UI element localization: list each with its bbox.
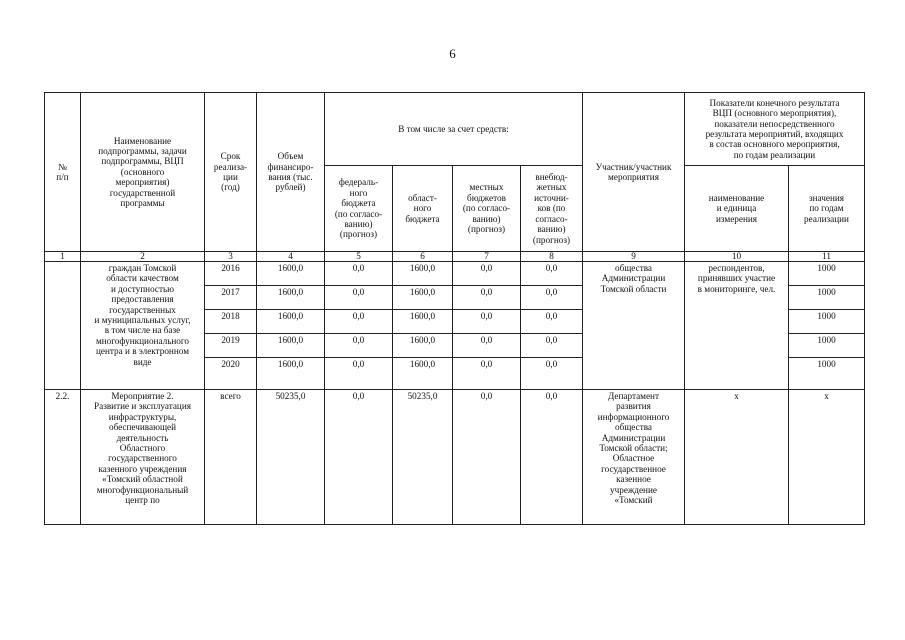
row-local: 0,0	[453, 358, 521, 390]
column-number: 6	[393, 252, 453, 262]
row-year: 2019	[205, 334, 257, 358]
row-year: 2017	[205, 286, 257, 310]
row-indicator-name: x	[685, 390, 789, 525]
row-local: 0,0	[453, 286, 521, 310]
row-volume: 1600,0	[257, 334, 325, 358]
row-regional: 50235,0	[393, 390, 453, 525]
table-row	[45, 262, 865, 286]
row-year: 2016	[205, 262, 257, 286]
row-regional: 1600,0	[393, 334, 453, 358]
row-period: всего	[205, 390, 257, 525]
column-number: 4	[257, 252, 325, 262]
column-number: 1	[45, 252, 81, 262]
row-federal: 0,0	[325, 310, 393, 334]
column-number: 2	[81, 252, 205, 262]
header-local: местных бюджетов (по согласо- ванию) (прогноз)	[453, 166, 521, 252]
header-ind-name: наименование и единица измерения	[685, 166, 789, 252]
row-indicator-value: 1000	[789, 334, 865, 358]
row-indicator-value: 1000	[789, 262, 865, 286]
row-extra: 0,0	[521, 310, 583, 334]
row-name: Мероприятие 2. Развитие и эксплуатация инфраструктуры, обеспечивающей деятельность Областного государственного казенного учреждения «Томский областной многофункциональный центр по	[81, 390, 205, 525]
row-year: 2018	[205, 310, 257, 334]
program-table	[44, 92, 865, 525]
row-name: граждан Томской области качеством и доступностью предоставления государственных и муниципальных услуг, в том числе на базе многофункционального центра и в электронном виде	[81, 262, 205, 390]
header-num: № п/п	[45, 93, 81, 252]
column-number: 10	[685, 252, 789, 262]
column-number: 8	[521, 252, 583, 262]
header-indicators-group: Показатели конечного результата ВЦП (основного мероприятия), показатели непосредственного результата мероприятий, входящих в состав основного мероприятия, по годам реализации	[685, 93, 865, 166]
row-extra: 0,0	[521, 286, 583, 310]
row-local: 0,0	[453, 262, 521, 286]
row-regional: 1600,0	[393, 310, 453, 334]
row-num: 2.2.	[45, 390, 81, 525]
row-extra: 0,0	[521, 358, 583, 390]
column-number-row	[45, 252, 865, 262]
row-extra: 0,0	[521, 390, 583, 525]
header-extra: внебюд- жетных источни- ков (по согласо- ванию) (прогноз)	[521, 166, 583, 252]
row-indicator-value: 1000	[789, 286, 865, 310]
row-federal: 0,0	[325, 358, 393, 390]
row-local: 0,0	[453, 390, 521, 525]
row-indicator-value: 1000	[789, 310, 865, 334]
row-indicator-value: 1000	[789, 358, 865, 390]
row-federal: 0,0	[325, 262, 393, 286]
row-indicator-value: x	[789, 390, 865, 525]
header-participant: Участник/участник мероприятия	[583, 93, 685, 252]
header-row-1	[45, 93, 865, 166]
row-extra: 0,0	[521, 334, 583, 358]
row-regional: 1600,0	[393, 358, 453, 390]
header-name: Наименование подпрограммы, задачи подпрограммы, ВЦП (основного мероприятия) государственной программы	[81, 93, 205, 252]
column-number: 5	[325, 252, 393, 262]
row-participant: Департамент развития информационного общества Администрации Томской области; Областное государственное казенное учреждение «Томский	[583, 390, 685, 525]
column-number: 9	[583, 252, 685, 262]
row-federal: 0,0	[325, 286, 393, 310]
header-ind-value: значения по годам реализации	[789, 166, 865, 252]
header-federal: федераль- ного бюджета (по согласо- ванию) (прогноз)	[325, 166, 393, 252]
row-indicator-name: респондентов, принявших участие в мониторинге, чел.	[685, 262, 789, 390]
header-volume: Объем финансиро- вания (тыс. рублей)	[257, 93, 325, 252]
row-federal: 0,0	[325, 334, 393, 358]
row-extra: 0,0	[521, 262, 583, 286]
row-local: 0,0	[453, 310, 521, 334]
row-volume: 1600,0	[257, 262, 325, 286]
row-volume: 1600,0	[257, 286, 325, 310]
row-year: 2020	[205, 358, 257, 390]
table-row	[45, 390, 865, 525]
row-regional: 1600,0	[393, 286, 453, 310]
column-number: 7	[453, 252, 521, 262]
row-participant: общества Администрации Томской области	[583, 262, 685, 390]
row-volume: 50235,0	[257, 390, 325, 525]
row-federal: 0,0	[325, 390, 393, 525]
column-number: 3	[205, 252, 257, 262]
row-volume: 1600,0	[257, 358, 325, 390]
header-period: Срок реализа- ции (год)	[205, 93, 257, 252]
row-local: 0,0	[453, 334, 521, 358]
row-num	[45, 262, 81, 390]
page-number: 6	[449, 46, 456, 61]
row-volume: 1600,0	[257, 310, 325, 334]
column-number: 11	[789, 252, 865, 262]
row-regional: 1600,0	[393, 262, 453, 286]
header-regional: област- ного бюджета	[393, 166, 453, 252]
header-sources-group: В том числе за счет средств:	[325, 93, 583, 166]
